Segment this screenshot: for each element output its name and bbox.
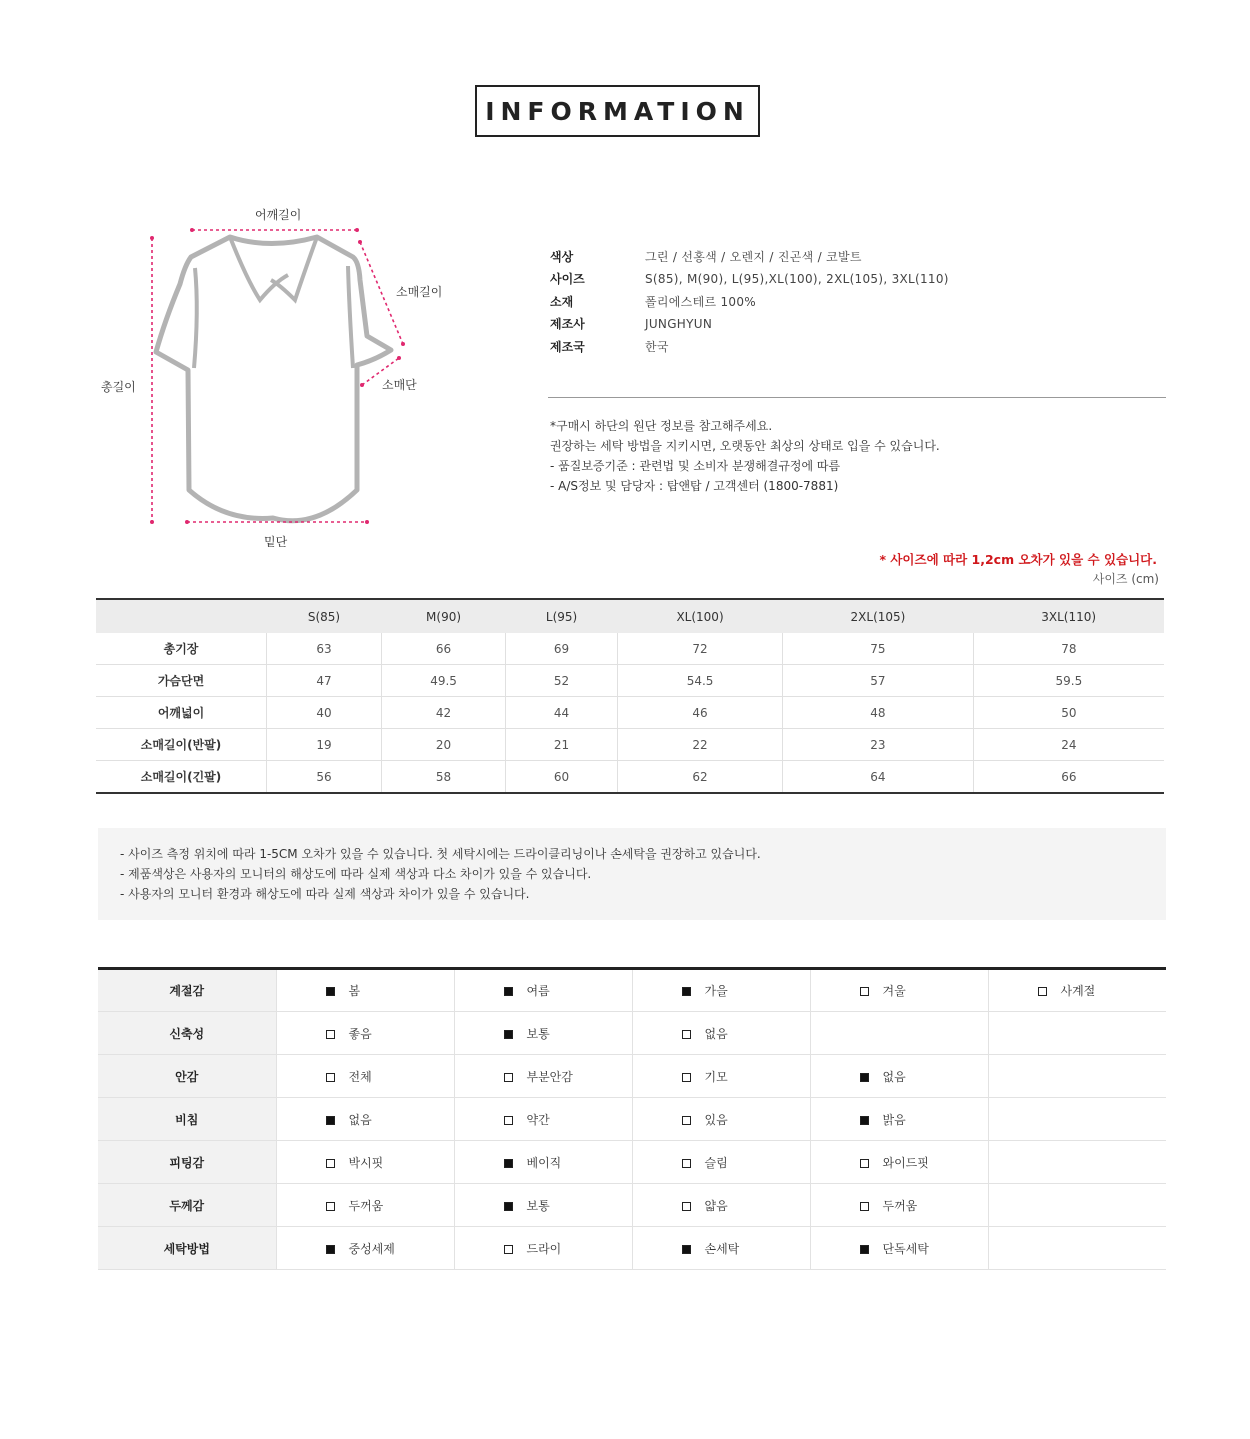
attribute-row (98, 969, 1166, 1012)
spec-value: 한국 (645, 339, 669, 354)
option-label: 보통 (526, 1198, 550, 1213)
attribute-label: 피팅감 (98, 1141, 276, 1184)
attribute-option (276, 1098, 454, 1141)
attribute-label: 비침 (98, 1098, 276, 1141)
size-warning: * 사이즈에 따라 1,2cm 오차가 있을 수 있습니다. (879, 552, 1157, 567)
attribute-option (276, 969, 454, 1012)
table-cell: 64 (783, 761, 974, 794)
table-cell: 21 (506, 729, 618, 761)
attribute-option (810, 1184, 988, 1227)
option-label: 약간 (526, 1112, 550, 1127)
table-cell: 46 (618, 697, 783, 729)
spec-key: 제조국 (550, 339, 585, 354)
column-header: S(85) (267, 599, 382, 633)
size-table-header (96, 599, 1164, 633)
attribute-option (632, 969, 810, 1012)
attribute-label: 신축성 (98, 1012, 276, 1055)
attribute-option (632, 1184, 810, 1227)
option-label: 겨울 (882, 984, 906, 998)
checked-box-icon (326, 987, 335, 996)
table-cell: 72 (618, 633, 783, 665)
attribute-option (810, 1141, 988, 1184)
divider (548, 397, 1166, 398)
checked-box-icon (860, 1116, 869, 1125)
option-label: 슬림 (704, 1155, 728, 1170)
checked-box-icon (860, 1245, 869, 1254)
spec-value: JUNGHYUN (645, 316, 713, 331)
spec-row (550, 245, 949, 268)
option-label: 베이직 (526, 1155, 562, 1170)
table-cell: 44 (506, 697, 618, 729)
table-cell: 23 (783, 729, 974, 761)
table-cell: 54.5 (618, 665, 783, 697)
column-header: 2XL(105) (783, 599, 974, 633)
table-cell: 66 (381, 633, 505, 665)
attribute-option (454, 1184, 632, 1227)
unchecked-box-icon (326, 1202, 335, 1211)
table-row (96, 761, 1164, 794)
note-line: *구매시 하단의 원단 정보를 참고해주세요. (550, 419, 773, 433)
spec-list (550, 245, 949, 358)
row-header: 소매길이(반팔) (96, 729, 267, 761)
option-label: 와이드핏 (882, 1155, 929, 1170)
attribute-option (988, 969, 1166, 1012)
table-cell: 52 (506, 665, 618, 697)
table-cell: 20 (381, 729, 505, 761)
table-cell: 62 (618, 761, 783, 794)
option-label: 좋음 (348, 1026, 372, 1041)
table-cell: 56 (267, 761, 382, 794)
option-label: 전체 (348, 1069, 372, 1084)
option-label: 중성세제 (348, 1241, 395, 1256)
unchecked-box-icon (504, 1073, 513, 1082)
checked-box-icon (682, 1245, 691, 1254)
column-header: XL(100) (618, 599, 783, 633)
attribute-option (988, 1141, 1166, 1184)
unchecked-box-icon (1038, 987, 1047, 996)
checked-box-icon (504, 1030, 513, 1039)
table-cell: 60 (506, 761, 618, 794)
option-label: 부분안감 (526, 1069, 573, 1084)
spec-row (550, 335, 949, 358)
option-label: 얇음 (704, 1198, 728, 1213)
unchecked-box-icon (326, 1030, 335, 1039)
row-header: 가슴단면 (96, 665, 267, 697)
garment-diagram (95, 200, 465, 560)
attribute-option (276, 1055, 454, 1098)
checked-box-icon (860, 1073, 869, 1082)
unchecked-box-icon (682, 1202, 691, 1211)
option-label: 두꺼움 (348, 1198, 384, 1213)
unchecked-box-icon (682, 1159, 691, 1168)
option-label: 손세탁 (704, 1241, 740, 1256)
option-label: 드라이 (526, 1241, 562, 1256)
disclaimer-line: - 사이즈 측정 위치에 따라 1-5CM 오차가 있을 수 있습니다. 첫 세탁시에는 드라이클리닝이나 손세탁을 권장하고 있습니다. (120, 847, 761, 861)
table-row (96, 729, 1164, 761)
attribute-option (276, 1012, 454, 1055)
label-sleeve-hem: 소매단 (382, 378, 417, 392)
table-cell: 47 (267, 665, 382, 697)
table-cell: 57 (783, 665, 974, 697)
label-hem: 밑단 (264, 535, 288, 549)
option-label: 없음 (882, 1069, 906, 1084)
attribute-option (632, 1141, 810, 1184)
attribute-label: 안감 (98, 1055, 276, 1098)
disclaimer-box (98, 828, 1166, 920)
row-header: 소매길이(긴팔) (96, 761, 267, 794)
option-label: 가을 (704, 984, 728, 998)
column-header: M(90) (381, 599, 505, 633)
attribute-option (454, 969, 632, 1012)
table-row (96, 697, 1164, 729)
option-label: 사계절 (1060, 984, 1096, 998)
option-label: 없음 (348, 1112, 372, 1127)
attribute-row (98, 1141, 1166, 1184)
attribute-label: 세탁방법 (98, 1227, 276, 1270)
table-cell: 59.5 (973, 665, 1164, 697)
attribute-option (632, 1227, 810, 1270)
spec-row (550, 290, 949, 313)
attribute-option (988, 1055, 1166, 1098)
row-header: 어깨넓이 (96, 697, 267, 729)
option-label: 단독세탁 (882, 1241, 929, 1256)
information-title-box (475, 85, 760, 137)
option-label: 없음 (704, 1026, 728, 1041)
option-label: 기모 (704, 1069, 728, 1084)
note-line: 권장하는 세탁 방법을 지키시면, 오랫동안 최상의 상태로 입을 수 있습니다. (550, 439, 940, 453)
size-unit: 사이즈 (cm) (1092, 572, 1159, 586)
table-cell: 78 (973, 633, 1164, 665)
attribute-option (632, 1012, 810, 1055)
table-cell: 75 (783, 633, 974, 665)
unchecked-box-icon (682, 1116, 691, 1125)
note-line: - 품질보증기준 : 관련법 및 소비자 분쟁해결규정에 따름 (550, 459, 841, 473)
size-table (96, 598, 1164, 794)
attribute-row (98, 1227, 1166, 1270)
attribute-option (454, 1012, 632, 1055)
row-header: 총기장 (96, 633, 267, 665)
attribute-label: 두께감 (98, 1184, 276, 1227)
table-cell: 63 (267, 633, 382, 665)
attribute-row (98, 1184, 1166, 1227)
unchecked-box-icon (504, 1116, 513, 1125)
table-cell: 66 (973, 761, 1164, 794)
attribute-option (988, 1184, 1166, 1227)
checked-box-icon (504, 1202, 513, 1211)
attribute-option (988, 1098, 1166, 1141)
attribute-row (98, 1098, 1166, 1141)
table-cell: 48 (783, 697, 974, 729)
unchecked-box-icon (682, 1073, 691, 1082)
spec-value: 그린 / 선홍색 / 오렌지 / 진곤색 / 코발트 (645, 249, 862, 264)
attribute-row (98, 1055, 1166, 1098)
option-label: 밝음 (882, 1112, 906, 1127)
note-line: - A/S정보 및 담당자 : 탑앤탑 / 고객센터 (1800-7881) (550, 479, 839, 493)
attribute-option (454, 1098, 632, 1141)
spec-key: 사이즈 (550, 272, 585, 287)
table-row (96, 633, 1164, 665)
unchecked-box-icon (682, 1030, 691, 1039)
unchecked-box-icon (326, 1073, 335, 1082)
column-header: L(95) (506, 599, 618, 633)
table-cell: 50 (973, 697, 1164, 729)
checked-box-icon (326, 1245, 335, 1254)
label-sleeve-length: 소매길이 (396, 285, 443, 299)
attribute-option (454, 1055, 632, 1098)
spec-row (550, 268, 949, 291)
option-label: 두꺼움 (882, 1198, 918, 1213)
table-cell: 49.5 (381, 665, 505, 697)
attribute-option (988, 1012, 1166, 1055)
attribute-option (988, 1227, 1166, 1270)
column-header (96, 599, 267, 633)
attribute-option (276, 1184, 454, 1227)
attribute-option (632, 1055, 810, 1098)
disclaimer-line: - 제품색상은 사용자의 모니터의 해상도에 따라 실제 색상과 다소 차이가 있을 수 있습니다. (120, 867, 592, 881)
option-label: 있음 (704, 1112, 728, 1127)
spec-row (550, 313, 949, 336)
unchecked-box-icon (326, 1159, 335, 1168)
table-cell: 19 (267, 729, 382, 761)
checked-box-icon (326, 1116, 335, 1125)
option-label: 봄 (348, 984, 361, 998)
attribute-table (98, 967, 1166, 1270)
disclaimer-line: - 사용자의 모니터 환경과 해상도에 따라 실제 색상과 차이가 있을 수 있습니다. (120, 887, 530, 901)
option-label: 보통 (526, 1026, 550, 1041)
column-header: 3XL(110) (973, 599, 1164, 633)
label-shoulder: 어깨길이 (255, 208, 302, 222)
attribute-row (98, 1012, 1166, 1055)
attribute-option (810, 1055, 988, 1098)
unchecked-box-icon (860, 1202, 869, 1211)
attribute-option (810, 1227, 988, 1270)
unchecked-box-icon (504, 1245, 513, 1254)
label-total-length: 총길이 (101, 380, 136, 394)
table-cell: 42 (381, 697, 505, 729)
table-cell: 22 (618, 729, 783, 761)
attribute-option (276, 1141, 454, 1184)
option-label: 박시핏 (348, 1155, 384, 1170)
attribute-option (810, 969, 988, 1012)
spec-value: S(85), M(90), L(95),XL(100), 2XL(105), 3XL(110) (645, 271, 949, 286)
spec-value: 폴리에스테르 100% (645, 294, 756, 309)
table-cell: 58 (381, 761, 505, 794)
checked-box-icon (682, 987, 691, 996)
attribute-option (454, 1227, 632, 1270)
table-row (96, 665, 1164, 697)
checked-box-icon (504, 987, 513, 996)
unchecked-box-icon (860, 987, 869, 996)
attribute-option (454, 1141, 632, 1184)
spec-key: 소재 (550, 294, 574, 309)
care-notes (550, 416, 940, 496)
spec-key: 제조사 (550, 317, 585, 332)
table-cell: 69 (506, 633, 618, 665)
spec-key: 색상 (550, 249, 574, 264)
table-cell: 24 (973, 729, 1164, 761)
option-label: 여름 (526, 984, 550, 998)
attribute-option (632, 1098, 810, 1141)
unchecked-box-icon (860, 1159, 869, 1168)
table-cell: 40 (267, 697, 382, 729)
information-title: INFORMATION (485, 96, 750, 126)
attribute-option (810, 1098, 988, 1141)
attribute-option (276, 1227, 454, 1270)
attribute-option (810, 1012, 988, 1055)
checked-box-icon (504, 1159, 513, 1168)
attribute-label: 계절감 (98, 969, 276, 1012)
